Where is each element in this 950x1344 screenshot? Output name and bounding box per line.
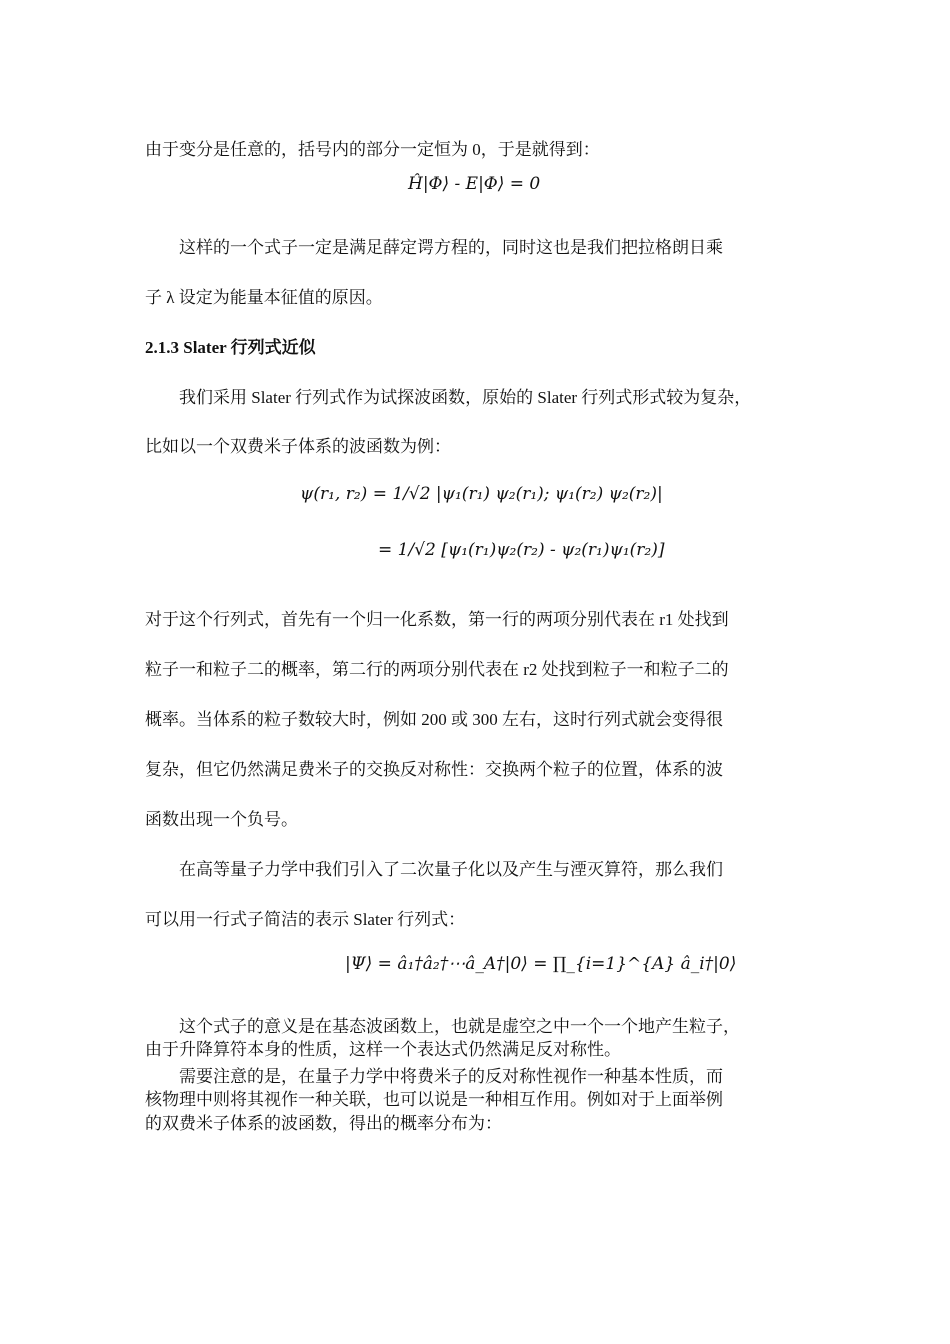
paragraph-line: 函数出现一个负号。 [145,810,298,829]
paragraph-line: 需要注意的是，在量子力学中将费米子的反对称性视作一种基本性质，而 [179,1067,723,1086]
paragraph-line: 在高等量子力学中我们引入了二次量子化以及产生与湮灭算符，那么我们 [179,860,723,879]
section-heading: 2.1.3 Slater 行列式近似 [145,338,316,357]
paragraph-line: 概率。当体系的粒子数较大时，例如 200 或 300 左右，这时行列式就会变得很 [145,710,723,729]
paragraph-line: 我们采用 Slater 行列式作为试探波函数，原始的 Slater 行列式形式较为复杂， [179,388,752,407]
paragraph-line: 对于这个行列式，首先有一个归一化系数，第一行的两项分别代表在 r1 处找到 [145,610,729,629]
paragraph-line: 由于变分是任意的，括号内的部分一定恒为 0，于是就得到： [145,140,600,159]
paragraph-line: 比如以一个双费米子体系的波函数为例： [145,437,451,456]
equation-second-quantization: |Ψ⟩ = â₁†â₂†⋯â_A†|0⟩ = ∏_{i=1}^{A} â_i†|0⟩ [345,954,737,974]
paragraph-line: 子 λ 设定为能量本征值的原因。 [145,288,383,307]
paragraph-line: 的双费米子体系的波函数，得出的概率分布为： [145,1114,502,1133]
paragraph-line: 这个式子的意义是在基态波函数上，也就是虚空之中一个一个地产生粒子， [179,1017,740,1036]
paragraph-line: 粒子一和粒子二的概率，第二行的两项分别代表在 r2 处找到粒子一和粒子二的 [145,660,729,679]
equation-slater-determinant: ψ(r₁, r₂) = 1/√2 |ψ₁(r₁) ψ₂(r₁); ψ₁(r₂) ψ₂(r₂)| [300,484,663,504]
equation-slater-expanded: = 1/√2 [ψ₁(r₁)ψ₂(r₂) - ψ₂(r₁)ψ₁(r₂)] [378,540,665,560]
paragraph-line: 这样的一个式子一定是满足薛定谔方程的，同时这也是我们把拉格朗日乘 [179,238,723,257]
paragraph-line: 复杂，但它仍然满足费米子的交换反对称性：交换两个粒子的位置，体系的波 [145,760,723,779]
equation-hamiltonian: Ĥ|Φ⟩ - E|Φ⟩ = 0 [408,174,541,194]
paragraph-line: 核物理中则将其视作一种关联，也可以说是一种相互作用。例如对于上面举例 [145,1090,723,1109]
paragraph-line: 由于升降算符本身的性质，这样一个表达式仍然满足反对称性。 [145,1040,621,1059]
paragraph-line: 可以用一行式子简洁的表示 Slater 行列式： [145,910,466,929]
